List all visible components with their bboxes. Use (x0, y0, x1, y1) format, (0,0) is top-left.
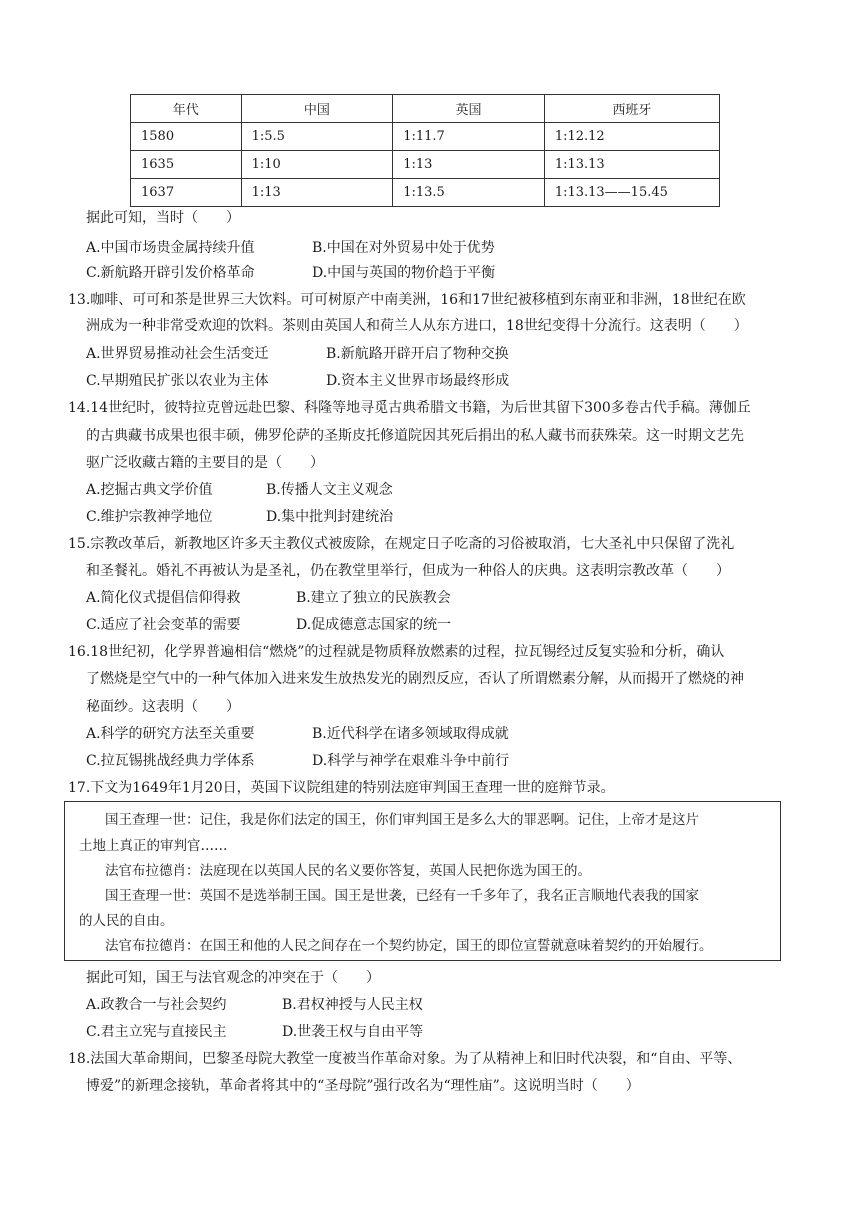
question-14-line: 14.14世纪时，彼特拉克曾远赴巴黎、科隆等地寻觅古典希腊文书籍，为后世其留下300多卷古代手稿。薄伽丘 (68, 400, 751, 416)
question-14-option-d[interactable]: D.集中批判封建统治 (266, 509, 394, 525)
table-cell: 1:10 (241, 151, 393, 179)
question-13-option-a[interactable]: A.世界贸易推动社会生活变迁 (86, 346, 269, 362)
table-cell: 1:13.5 (393, 179, 545, 207)
question-13-line: 13.咖啡、可可和茶是世界三大饮料。可可树原产中南美洲，16和17世纪被移植到东南亚和非洲，18世纪在欧 (68, 292, 746, 308)
question-13-line: 洲成为一种非常受欢迎的饮料。茶则由英国人和荷兰人从东方进口，18世纪变得十分流行。这表明（ ） (86, 318, 748, 334)
question-15-option-b[interactable]: B.建立了独立的民族教会 (296, 590, 451, 606)
table-cell: 1:13.13——15.45 (544, 179, 719, 207)
question-12-stem: 据此可知，当时（ ） (86, 210, 240, 226)
question-17-option-b[interactable]: B.君权神授与人民主权 (282, 997, 423, 1013)
transcript-line: 法官布拉德肖：在国王和他的人民之间存在一个契约协定，国王的即位宣誓就意味着契约的开始履行。 (105, 938, 713, 954)
question-17-intro: 17.下文为1649年1月20日，英国下议院组建的特别法庭审判国王查理一世的庭辩节录。 (68, 780, 615, 796)
question-16-line: 16.18世纪初，化学界普遍相信“燃烧”的过程就是物质释放燃素的过程，拉瓦锡经过反复实验和分析，确认 (68, 644, 725, 660)
table-header-cell: 英国 (393, 95, 545, 123)
table-cell: 1580 (131, 123, 242, 151)
table-header-cell: 西班牙 (544, 95, 719, 123)
question-15-option-c[interactable]: C.适应了社会变革的需要 (86, 617, 241, 633)
transcript-line: 的人民的自由。 (79, 913, 174, 929)
table-header-cell: 中国 (241, 95, 393, 123)
table-row (131, 151, 720, 179)
question-16-option-a[interactable]: A.科学的研究方法至关重要 (86, 726, 255, 742)
question-16-option-d[interactable]: D.科学与神学在艰难斗争中前行 (312, 753, 510, 769)
transcript-line: 法官布拉德肖：法庭现在以英国人民的名义要你答复，英国人民把你选为国王的。 (105, 863, 591, 879)
table-cell: 1:13.13 (544, 151, 719, 179)
question-14-option-c[interactable]: C.维护宗教神学地位 (86, 509, 213, 525)
table-cell: 1637 (131, 179, 242, 207)
question-15-line: 和圣餐礼。婚礼不再被认为是圣礼，仍在教堂里举行，但成为一种俗人的庆典。这表明宗教改革（ ） (86, 563, 730, 579)
court-transcript-box (64, 801, 781, 961)
question-15-option-a[interactable]: A.简化仪式提倡信仰得救 (86, 590, 241, 606)
question-14-line: 的古典藏书成果也很丰硕，佛罗伦萨的圣斯皮托修道院因其死后捐出的私人藏书而获殊荣。这一时期文艺先 (86, 428, 744, 444)
question-16-option-b[interactable]: B.近代科学在诸多领域取得成就 (312, 726, 509, 742)
question-13-option-c[interactable]: C.早期殖民扩张以农业为主体 (86, 373, 269, 389)
question-12-option-d[interactable]: D.中国与英国的物价趋于平衡 (312, 265, 496, 281)
table-cell: 1:13 (393, 151, 545, 179)
question-12-option-a[interactable]: A.中国市场贵金属持续升值 (86, 240, 255, 256)
question-12-option-b[interactable]: B.中国在对外贸易中处于优势 (312, 240, 495, 256)
question-13-option-b[interactable]: B.新航路开辟开启了物种交换 (326, 346, 509, 362)
question-14-option-a[interactable]: A.挖掘古典文学价值 (86, 482, 213, 498)
exchange-rate-table (130, 94, 720, 207)
table-cell: 1:11.7 (393, 123, 545, 151)
question-16-option-c[interactable]: C.拉瓦锡挑战经典力学体系 (86, 753, 255, 769)
question-17-option-d[interactable]: D.世袭王权与自由平等 (282, 1024, 424, 1040)
question-15-line: 15.宗教改革后，新教地区许多天主教仪式被废除，在规定日子吃斋的习俗被取消，七大圣礼中只保留了洗礼 (68, 536, 735, 552)
question-15-option-d[interactable]: D.促成德意志国家的统一 (296, 617, 452, 633)
question-13-option-d[interactable]: D.资本主义世界市场最终形成 (326, 373, 510, 389)
table-cell: 1:12.12 (544, 123, 719, 151)
table-row (131, 123, 720, 151)
question-12-option-c[interactable]: C.新航路开辟引发价格革命 (86, 265, 255, 281)
table-header-cell: 年代 (131, 95, 242, 123)
table-cell: 1635 (131, 151, 242, 179)
question-17-stem: 据此可知，国王与法官观念的冲突在于（ ） (86, 970, 380, 986)
question-14-option-b[interactable]: B.传播人文主义观念 (266, 482, 393, 498)
table-row (131, 179, 720, 207)
question-17-option-c[interactable]: C.君主立宪与直接民主 (86, 1024, 227, 1040)
transcript-line: 国王查理一世：英国不是选举制王国。国王是世袭，已经有一千多年了，我名正言顺地代表我的国家 (105, 888, 699, 904)
question-18-line: 博爱”的新理念接轨，革命者将其中的“圣母院”强行改名为“理性庙”。这说明当时（ ） (86, 1078, 640, 1094)
question-14-line: 驱广泛收藏古籍的主要目的是（ ） (86, 455, 324, 471)
table-header-row (131, 95, 720, 123)
question-16-line: 了燃烧是空气中的一种气体加入进来发生放热发光的剧烈反应，否认了所谓燃素分解，从而揭开了燃烧的神 (86, 671, 744, 687)
transcript-line: 土地上真正的审判官…… (79, 838, 228, 854)
transcript-line: 国王查理一世：记住，我是你们法定的国王，你们审判国王是多么大的罪恶啊。记住，上帝才是这片 (105, 812, 699, 828)
question-16-line: 秘面纱。这表明（ ） (86, 699, 240, 715)
question-18-line: 18.法国大革命期间，巴黎圣母院大教堂一度被当作革命对象。为了从精神上和旧时代决裂，和“自由、平等、 (68, 1051, 742, 1067)
table-cell: 1:5.5 (241, 123, 393, 151)
question-17-option-a[interactable]: A.政教合一与社会契约 (86, 997, 227, 1013)
table-cell: 1:13 (241, 179, 393, 207)
